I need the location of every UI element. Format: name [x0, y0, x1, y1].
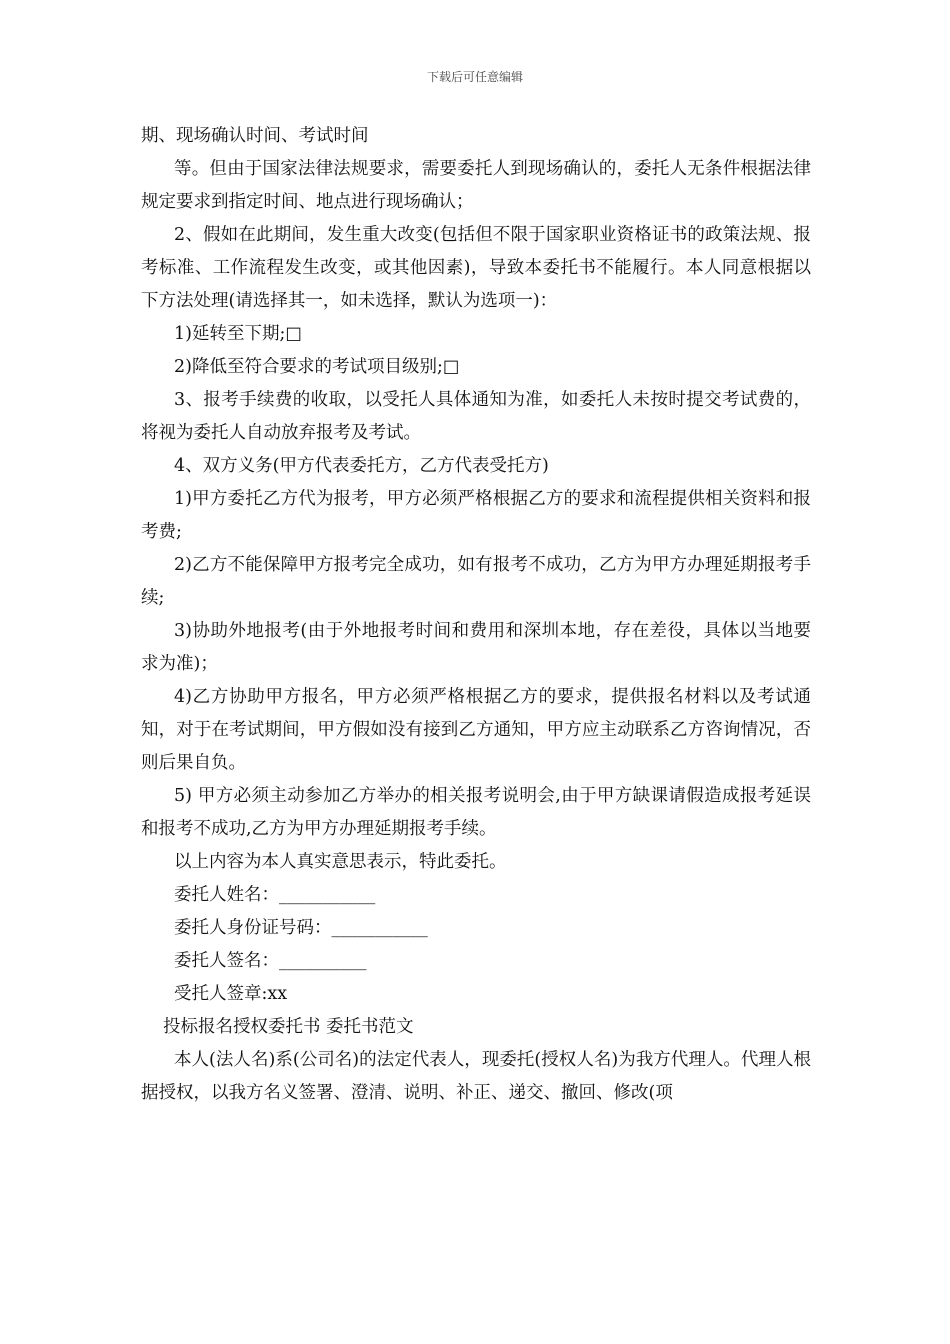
paragraph: 2、假如在此期间，发生重大改变(包括但不限于国家职业资格证书的政策法规、报考标准、工作流程发生改变，或其他因素)，导致本委托书不能履行。本人同意根据以下方法处理(请选择其一，如未选择，默认为选项一)： — [141, 225, 811, 311]
paragraph: 本人(法人名)系(公司名)的法定代表人，现委托(授权人名)为我方代理人。代理人根据授权，以我方名义签署、澄清、说明、补正、递交、撤回、修改(项 — [141, 1050, 811, 1103]
declaration-line: 以上内容为本人真实意思表示，特此委托。 — [174, 852, 507, 872]
option-item-1: 1)延转至下期;□ — [174, 324, 302, 344]
paragraph: 1)甲方委托乙方代为报考，甲方必须严格根据乙方的要求和流程提供相关资料和报考费; — [141, 489, 811, 542]
agent-seal-field: 受托人签章:xx — [174, 984, 288, 1004]
section-heading: 4、双方义务(甲方代表委托方，乙方代表受托方) — [174, 456, 549, 476]
paragraph: 2)乙方不能保障甲方报考完全成功，如有报考不成功，乙方为甲方办理延期报考手续; — [141, 555, 811, 608]
page-header: 下载后可任意编辑 — [426, 70, 523, 84]
principal-name-field: 委托人姓名：___________ — [174, 885, 376, 905]
paragraph: 5) 甲方必须主动参加乙方举办的相关报考说明会,由于甲方缺课请假造成报考延误和报考不成功,乙方为甲方办理延期报考手续。 — [141, 786, 811, 839]
paragraph: 3、报考手续费的收取，以受托人具体通知为准，如委托人未按时提交考试费的，将视为委托人自动放弃报考及考试。 — [141, 390, 811, 443]
principal-signature-field: 委托人签名：__________ — [174, 951, 367, 971]
principal-id-field: 委托人身份证号码：___________ — [174, 918, 428, 938]
paragraph: 4)乙方协助甲方报名，甲方必须严格根据乙方的要求，提供报名材料以及考试通知，对于在考试期间，甲方假如没有接到乙方通知，甲方应主动联系乙方咨询情况，否则后果自负。 — [141, 687, 811, 773]
option-item-2: 2)降低至符合要求的考试项目级别;□ — [174, 357, 460, 377]
document-title: 投标报名授权委托书 委托书范文 — [163, 1017, 414, 1037]
paragraph: 等。但由于国家法律法规要求，需要委托人到现场确认的，委托人无条件根据法律规定要求到指定时间、地点进行现场确认； — [141, 159, 811, 212]
document-body — [141, 120, 811, 1110]
paragraph: 3)协助外地报考(由于外地报考时间和费用和深圳本地，存在差役，具体以当地要求为准)； — [141, 621, 811, 674]
paragraph-line: 期、现场确认时间、考试时间 — [141, 126, 369, 146]
